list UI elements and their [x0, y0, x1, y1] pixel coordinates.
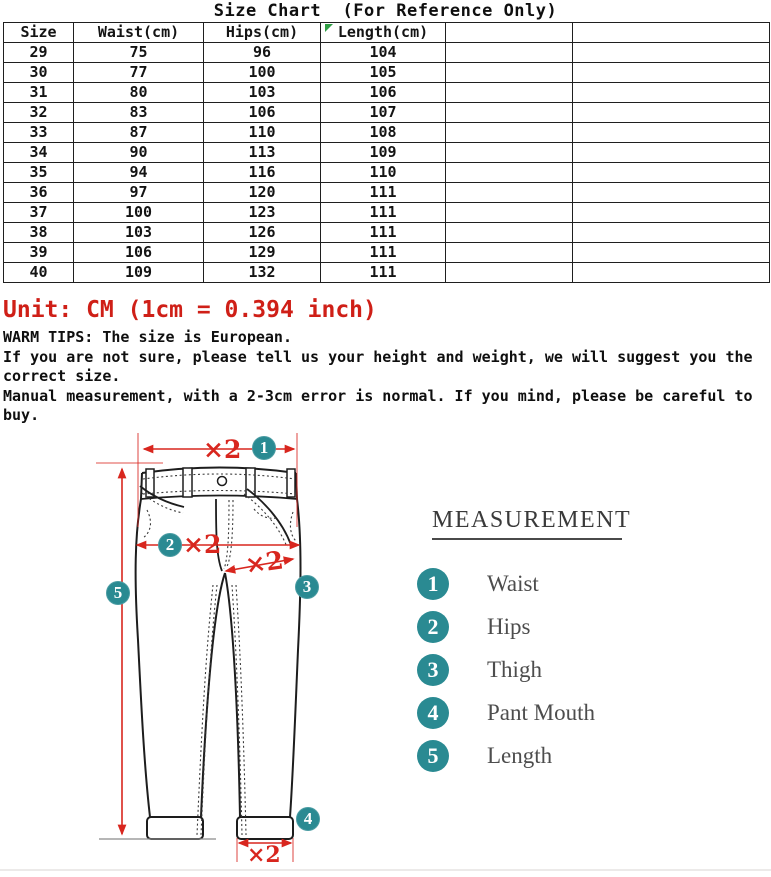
table-cell [446, 163, 573, 183]
badge-waist: 1 [252, 436, 276, 460]
table-cell: 34 [4, 143, 74, 163]
multiplier-hips: ×2 [183, 530, 222, 559]
table-cell: 30 [4, 63, 74, 83]
table-cell: 111 [321, 263, 446, 283]
table-cell [446, 103, 573, 123]
table-row [4, 263, 770, 283]
table-cell [573, 43, 770, 63]
table-cell: 87 [74, 123, 204, 143]
table-cell: 29 [4, 43, 74, 63]
table-cell: 75 [74, 43, 204, 63]
table-row [4, 123, 770, 143]
size-table-head [4, 23, 770, 43]
table-cell: 103 [74, 223, 204, 243]
table-cell: 35 [4, 163, 74, 183]
table-cell: 107 [321, 103, 446, 123]
table-cell: 106 [321, 83, 446, 103]
multiplier-pant-mouth: ×2 [247, 842, 281, 868]
table-cell: 111 [321, 243, 446, 263]
table-cell: 111 [321, 183, 446, 203]
table-row [4, 43, 770, 63]
table-cell [573, 63, 770, 83]
column-header: Size [4, 23, 74, 43]
table-cell [446, 143, 573, 163]
table-cell: 110 [321, 163, 446, 183]
table-cell: 38 [4, 223, 74, 243]
table-cell: 109 [321, 143, 446, 163]
page-title: Size Chart (For Reference Only) [213, 1, 558, 21]
table-cell: 77 [74, 63, 204, 83]
table-cell [446, 243, 573, 263]
table-cell: 103 [204, 83, 321, 103]
measurement-error-note: Manual measurement, with a 2-3cm error is normal. If you mind, please be careful to buy. [3, 386, 753, 425]
table-cell: 100 [74, 203, 204, 223]
notes-section [3, 297, 770, 426]
column-header [446, 23, 573, 43]
table-cell: 36 [4, 183, 74, 203]
legend-label: Hips [487, 614, 531, 639]
table-cell: 39 [4, 243, 74, 263]
table-cell [573, 83, 770, 103]
size-table [3, 22, 770, 283]
table-cell: 37 [4, 203, 74, 223]
table-cell [446, 263, 573, 283]
table-cell: 105 [321, 63, 446, 83]
table-row [4, 103, 770, 123]
table-cell: 106 [74, 243, 204, 263]
table-cell [446, 43, 573, 63]
table-row [4, 243, 770, 263]
stitching-dashes [142, 474, 296, 835]
measurement-legend [417, 568, 595, 772]
legend-title: MEASUREMENT [432, 507, 622, 540]
table-cell [573, 203, 770, 223]
table-row [4, 163, 770, 183]
table-cell: 126 [204, 223, 321, 243]
table-row [4, 223, 770, 243]
legend-item [417, 611, 595, 643]
table-cell: 90 [74, 143, 204, 163]
column-header: Length(cm) [321, 23, 446, 43]
table-cell: 111 [321, 223, 446, 243]
table-cell: 94 [74, 163, 204, 183]
table-row [4, 83, 770, 103]
table-header-row [4, 23, 770, 43]
table-cell [573, 123, 770, 143]
legend-label: Length [487, 743, 553, 768]
legend-label: Waist [487, 571, 539, 596]
table-cell [573, 223, 770, 243]
legend-item [417, 740, 595, 772]
table-cell [573, 263, 770, 283]
legend-number-badge: 2 [417, 611, 449, 643]
table-cell: 113 [204, 143, 321, 163]
table-cell [573, 163, 770, 183]
cell-corner-flag-icon [325, 24, 333, 32]
table-cell: 132 [204, 263, 321, 283]
table-cell: 123 [204, 203, 321, 223]
table-cell [573, 183, 770, 203]
legend-number-badge: 5 [417, 740, 449, 772]
table-cell: 109 [74, 263, 204, 283]
legend-label: Pant Mouth [487, 700, 595, 725]
pants-diagram [0, 428, 771, 877]
table-cell: 106 [204, 103, 321, 123]
table-cell: 110 [204, 123, 321, 143]
table-cell [573, 103, 770, 123]
unit-note: Unit: CM (1cm = 0.394 inch) [3, 297, 377, 323]
column-header: Waist(cm) [74, 23, 204, 43]
table-cell: 83 [74, 103, 204, 123]
legend-item [417, 697, 595, 729]
multiplier-thigh: ×2 [243, 545, 286, 580]
legend-item [417, 568, 595, 600]
table-cell: 80 [74, 83, 204, 103]
table-cell: 120 [204, 183, 321, 203]
legend-number-badge: 1 [417, 568, 449, 600]
badge-hips: 2 [158, 533, 182, 557]
table-cell: 100 [204, 63, 321, 83]
table-cell [446, 183, 573, 203]
table-row [4, 63, 770, 83]
table-cell: 104 [321, 43, 446, 63]
table-cell: 97 [74, 183, 204, 203]
table-cell [446, 123, 573, 143]
size-table-body [4, 43, 770, 283]
table-cell: 108 [321, 123, 446, 143]
badge-length: 5 [106, 581, 130, 605]
table-cell [446, 83, 573, 103]
table-cell [573, 143, 770, 163]
column-header: Hips(cm) [204, 23, 321, 43]
table-cell [446, 223, 573, 243]
legend-number-badge: 3 [417, 654, 449, 686]
badge-thigh: 3 [295, 575, 319, 599]
table-cell: 129 [204, 243, 321, 263]
pants-outline [136, 468, 301, 840]
multiplier-waist: ×2 [203, 435, 242, 464]
table-row [4, 143, 770, 163]
table-cell: 96 [204, 43, 321, 63]
table-cell [446, 63, 573, 83]
badge-pant-mouth: 4 [296, 807, 320, 831]
table-cell: 32 [4, 103, 74, 123]
table-row [4, 183, 770, 203]
table-cell: 116 [204, 163, 321, 183]
sizing-advice-note: If you are not sure, please tell us your height and weight, we will suggest you the correct size. [3, 347, 753, 386]
table-cell: 40 [4, 263, 74, 283]
table-cell [573, 243, 770, 263]
legend-number-badge: 4 [417, 697, 449, 729]
table-cell: 111 [321, 203, 446, 223]
warm-tips-note: WARM TIPS: The size is European. [3, 328, 292, 347]
table-cell: 31 [4, 83, 74, 103]
column-header [573, 23, 770, 43]
table-row [4, 203, 770, 223]
table-cell: 33 [4, 123, 74, 143]
legend-label: Thigh [487, 657, 542, 682]
legend-item [417, 654, 595, 686]
table-cell [446, 203, 573, 223]
button-icon [218, 477, 227, 486]
